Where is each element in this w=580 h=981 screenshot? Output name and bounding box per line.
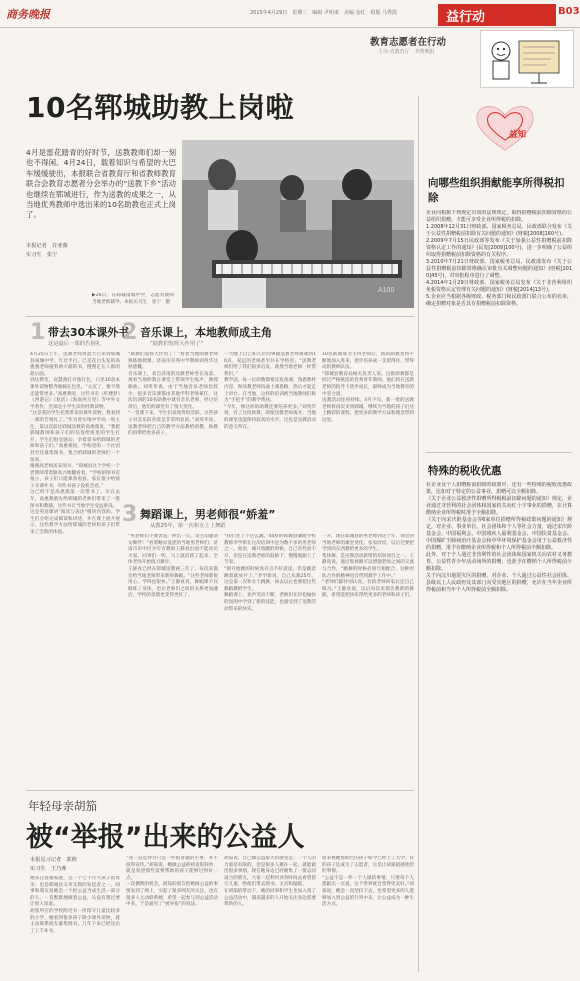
section-name: 益行动	[446, 10, 486, 25]
heart-icon	[470, 100, 540, 155]
section-3-body-b: “我们老上不这么跳。”44岁的郓城县潘渡学校教师李学新在这次培训中是为数不多的男老师之一。他说，刚开始跳的时候，自己有些放不开，但是在送教老师的鼓励下，慢慢地跟上了节奏。 “刚开始跳的时候真有点不好意思，但是跳着跳着就放开了。”李学新说，自己从教25年，这是第一次和女士跳舞，回去以后也要把这些舞蹈教给学生。 舞蹈课上，欢声笑语不断，老师们在轻松愉快的氛围中学到了新的技能，也感受到了送教活动带来的快乐。	[224, 534, 316, 612]
newspaper-logo: 商务晚报	[6, 8, 50, 21]
column-title: 教育志愿者在行动	[370, 37, 447, 48]
issue-meta: 2015年4月29日 星期三 编辑 尹明来 美编 金红 组版 马秀霞	[250, 10, 398, 16]
column-subtitle: 主办:省教育厅 齐鲁晚报	[378, 49, 435, 55]
classroom-photo	[182, 140, 414, 308]
side-text-1: 企业向根据下列规定有效的法规规定，取得捐赠税前扣除资格的公益组织捐赠，才能可享受企业所得税的扣除。 1.2008年12月31日财政部、国家税务总局、民政部联合发布《关于公益性捐赠税前扣除有关问题的通知》(财税[2008]160号)。 2.2009年7月15日民政部等发布《关于加强公益性捐赠税前扣除资格认定工作的通知》(民发[2009]100号)，进一步明确了公益组织取得捐赠税前扣除资格的有关程序。 3.2010年7月21日财政部、国家税务总局、民政部发布《关于公益性捐赠税前扣除资格确认审批有关调整问题的通知》(财税[2010]45号)，对审批程序进行了调整。 4.2014年1月29日财政部、国家税务总局发布《关于非营利组织免税资格认定管理有关问题的通知》(财税[2014]13号)。 5.企业应当根据各级财政、税务部门和民政部门联合公布的名单，确定捐赠对象是否具有捐赠税前扣除资格。	[426, 210, 572, 307]
byline-intern: 实习生 张宁	[26, 252, 58, 258]
story2-body-2: “我一直觉得这只是一件很普通的小事，并不值得宣传。”胡笳说，她做公益的初衷很简单，就是希望那些需要帮助的孩子能够过得好一点。 一次偶然的机会，胡笳的朋友把她做公益的事情发到了网上，引起了很多网友的关注，也有很多人主动联系她，希望一起参与到公益活动中来，于是就有了“被举报”的说法。	[126, 856, 218, 908]
photo-caption: ▶26日，在郓城南城中学，志愿者教师当地老师辅导。本报实习生 张宁 摄	[92, 293, 174, 305]
section-3-number: 3	[122, 502, 138, 527]
section-2-title: 音乐课上，本地教师成主角	[140, 326, 272, 339]
section-2-number: 2	[122, 320, 138, 345]
section-3-body-a: “男老师们不要害羞，伸出一点，请主动邀请女舞伴！”看着略显羞涩的当地男老师们，济南市市中区少年宫教师王静真出面不能动员大家。同事们一听，马上就活跃了起来，全体老师开始练习舞步。 王静真已经在郓城送教两三年了，每次来都会给当地老师带来新的舞蹈。“这些老师都很用心，学得也很快。”王静真说，舞蹈课不仅锻炼了身体，也让老师们之间的关系更加融洽，学校的氛围也变得更好了。	[128, 534, 218, 599]
section-2-body-c: 10名助教成为主讲老师后，新的助教也将不断地加入进来，逐步培养成一支留得住、带得动的教师队伍。 “郓城县教育局相关负责人说，这批助教都是经过严格挑选的优秀青年教师，他们将在送教老师的指导下逐步成长，最终成为当地教育的中坚力量。 送教活动还将持续，4月下旬，新一批的送教老师将再次来到郓城，继续为当地的孩子们送上精彩的课程，把更多的教学方法和理念带到这里。	[322, 352, 414, 423]
section-1-body: 4月25日上午，送教老师黄盈大巴来到郓城县南城中学，年过半百，已是花白头发的高惠燕老师拖着两大箱的书，慢慢走在人群的最后面。 到达教室，高慧燕打开旅行包，只见30余本课外读物整齐地躺在包里。“太沉了，要不然还能带更多。”高惠燕说，这些书有《红楼梦》《西游记》《复活》《海底两万里》等中外文学著作，全部是小学生读的经典读物。 “这是我的学生托我带来的课外读物，我看到一课的告别礼了。”作为曾实地中学高一班主任，第以次前往郓城送教的高惠燕说，“我把郓城教师和孩子们的信发给班里的学生打开，学生们很受感动，争着拿书给郓城的老师和孩子们。”高惠燕说，学校里的一个社团甚至还募集图书，集合给郓城的老师们一个惊喜。 谢谢高老师送来图书，“郓城县这个学校一个老教师带着跟高兴地翻看着。“学校的图书室很小，孩子们只能课余看看。家长很少给孩子买课外书，有些书孩子没机会看。” 这已经不是高惠燕第一次带书了。早在去年，高惠燕就先给郓城的老师们带来了一批图书和教辅，这些书让当地学生受益匪浅。 这是英语课讲“阅读与表达”模块内容的。学生们分组完成阅读和讲述，并在课上展开展示，这些教学方法给郓城的老师和孩子们带来了全新的体验。	[30, 352, 120, 536]
story2-body-3: 胡笳说，自己做公益最大的感受是：一个人的力量是有限的，但是很多人聚在一起，就能做出很多事情。现在她身边已经聚集了一批志同道合的朋友，大家一起利用业余时间去看望留守儿童，给他们带去图书、文具和温暖。 在胡笳的带动下，她的同事和学生也加入到了公益活动中，越来越多的人开始关注身边需要帮助的人。	[224, 856, 316, 908]
section-3-title: 舞蹈课上，男老师很“娇羞”	[140, 508, 276, 521]
story2-byline-intern: 实习生 王乃燕	[30, 866, 67, 872]
story2-body-4: 原来被她帮助过的孩子如今已经上了大学，有的孩子还成为了志愿者，这是让胡笳最感欣慰的事情。 “公益不是一件一个人做的事情，只要每个人都献出一点爱，这个世界就会变得更美好。”胡笳说，她会一直坚持下去，也希望更多的人能够加入到公益的行列中来，让公益成为一种生活方式。	[322, 856, 414, 908]
side-title-1: 向哪些组织捐献能享所得税扣除	[428, 177, 565, 204]
section-3-subtitle: 从教25年，第一次和女士上舞蹈	[150, 523, 226, 529]
main-headline: 10名郓城助教上岗啦	[26, 91, 294, 124]
side-divider-2	[426, 452, 572, 453]
side-title-2: 特殊的税收优惠	[428, 465, 502, 477]
story2-divider	[26, 790, 414, 791]
story2-caption: 年轻母亲胡笳	[28, 799, 97, 813]
section-2-body-b: 一天晚上自己和几位同事随送教老师备课到10点，家远的老师甚至住在学校里。“送教老师们给了我们很多启发，就像当地老师一样帮我们。” 教学前，每一位助教都要反复备课，熟悉教材内容，和送教老师沟通上课思路，然后才能走上讲台。在当地，这样的培训被当地教师们称为“手把手”的教学帮扶。 “今年，像这样的助教还要培养更多。”刘英华说，有了这批助教，即使送教老师离开，当地的课堂也能保持较高的水平，这也是送教活动的意义所在。	[224, 352, 316, 430]
svg-text:A100: A100	[378, 287, 395, 294]
section-divider-top	[26, 316, 414, 317]
section-3-body-c: 一开，现在郓城县的男老师到这个年，领会到当地老师的课堂变化。张家欣说，以后还要把学到的东西教给更多的学生。 集体舞，是送教活动新增的培训项目之一。王静真说，通过集体舞可以增强老师之间的交流与合作，“跳舞的时候必须互相配合，这种团队合作的精神也会带到教学工作中。” “老师们都特别认真，有的老师回家后还自己练习。”王静真说，以后每次来都会教新的舞蹈，希望能把快乐带给更多的老师和孩子们。	[322, 534, 414, 599]
section-1-subtitle: 这是最后一课的告别礼	[48, 341, 101, 347]
lead-paragraph: 4月是雷花踏青的好时节，送教教师们却一刻也不得闲。4月24日，载着知识与希望的大巴车缓缓驶出，本报联合省教育厅和省教师教育联合会教育志愿者分会举办的“送教下乡”活动也继续在郓城进行，作为送教的成果之一，从当地优秀教师中选出来的10名助教也正式上岗了。	[26, 148, 176, 220]
section-2-subtitle: “助教们发挥大作用了”	[150, 341, 204, 347]
story2-byline-reporter: 本报见习记者 郭帅	[30, 857, 77, 863]
side-label: 益知	[509, 130, 527, 140]
section-2-body-a: “助教们发挥大作用了！”看着当地助教老师熟练地授课，济南市育英中学教师刘英华这样感慨。 音乐课上，来自济南的送教老师坐在角落，观看当地助教在课堂上带领学生练声、教授歌曲。刘英华说，由于当地音乐老师比较少，很多音乐课都由其他学科老师兼任，这次培训的10名助教中就有音乐老师，经过培训后，他们的课堂有了很大变化。 “一堂课下来，学生们表现得很活跃，这些孩子对音乐的喜爱是非常明显的。”刘英华说，送教老师把自己的教学方法教给助教，助教们再带给更多孩子。	[128, 352, 218, 437]
page-number: B03	[558, 6, 580, 17]
side-text-2: 在企业及个人捐赠税前扣除的政策中，还有一些特殊的税收优惠政策，比如对于特定的公益事业，捐赠可以全额扣除。 《关于企业公益救济性捐赠所得税税前扣除问题的通知》规定，企业通过非营利的社会团体和国家机关向红十字事业的捐赠，在计算缴纳企业所得税时准予全额扣除。 《关于向宋庆龄基金会等6家单位捐赠所得税政策问题的通知》规定，对企业、事业单位、社会团体和个人等社会力量，通过宋庆龄基金会、中国福利会、中国残疾人福利基金会、中国扶贫基金会、中国煤矿尘肺病治疗基金会和中华环境保护基金会用于公益救济性的捐赠，准予在缴纳企业所得税和个人所得税前全额扣除。 此外，对于个人通过非营利性的社会团体和国家机关向农村义务教育、公益性青少年活动场所的捐赠，也准予在缴纳个人所得税前全额扣除。 关于向汶川地震灾区的捐赠，对企业、个人通过公益性社会团体、县级以上人民政府及其部门向受灾地区的捐赠，允许在当年企业所得税前和当年个人所得税前全额扣除。	[426, 482, 572, 593]
story2-headline: 被“举报”出来的公益人	[26, 822, 305, 853]
top-divider	[0, 27, 580, 28]
section-1-title: 带去30本课外书	[48, 326, 130, 339]
cartoon-illustration	[480, 30, 574, 88]
side-divider	[418, 96, 419, 972]
byline-reporter: 本报记者 许亚薇	[26, 243, 68, 249]
section-1-number: 1	[30, 320, 46, 345]
story2-body-1: 她来自普通家庭，是一个七个月大孩子的母亲，也是郓城县义务支教的发起者之一。同事和朋友说她是一个把公益当成生活一部分的人，一直默默地做着公益，从没有想过要让别人知道。 胡笳所在的学校附近有一所留守儿童比较多的小学，她看到很多孩子缺少课外读物，就主动联系朋友募集图书，几年下来已经送出了上千本书。	[30, 876, 120, 934]
